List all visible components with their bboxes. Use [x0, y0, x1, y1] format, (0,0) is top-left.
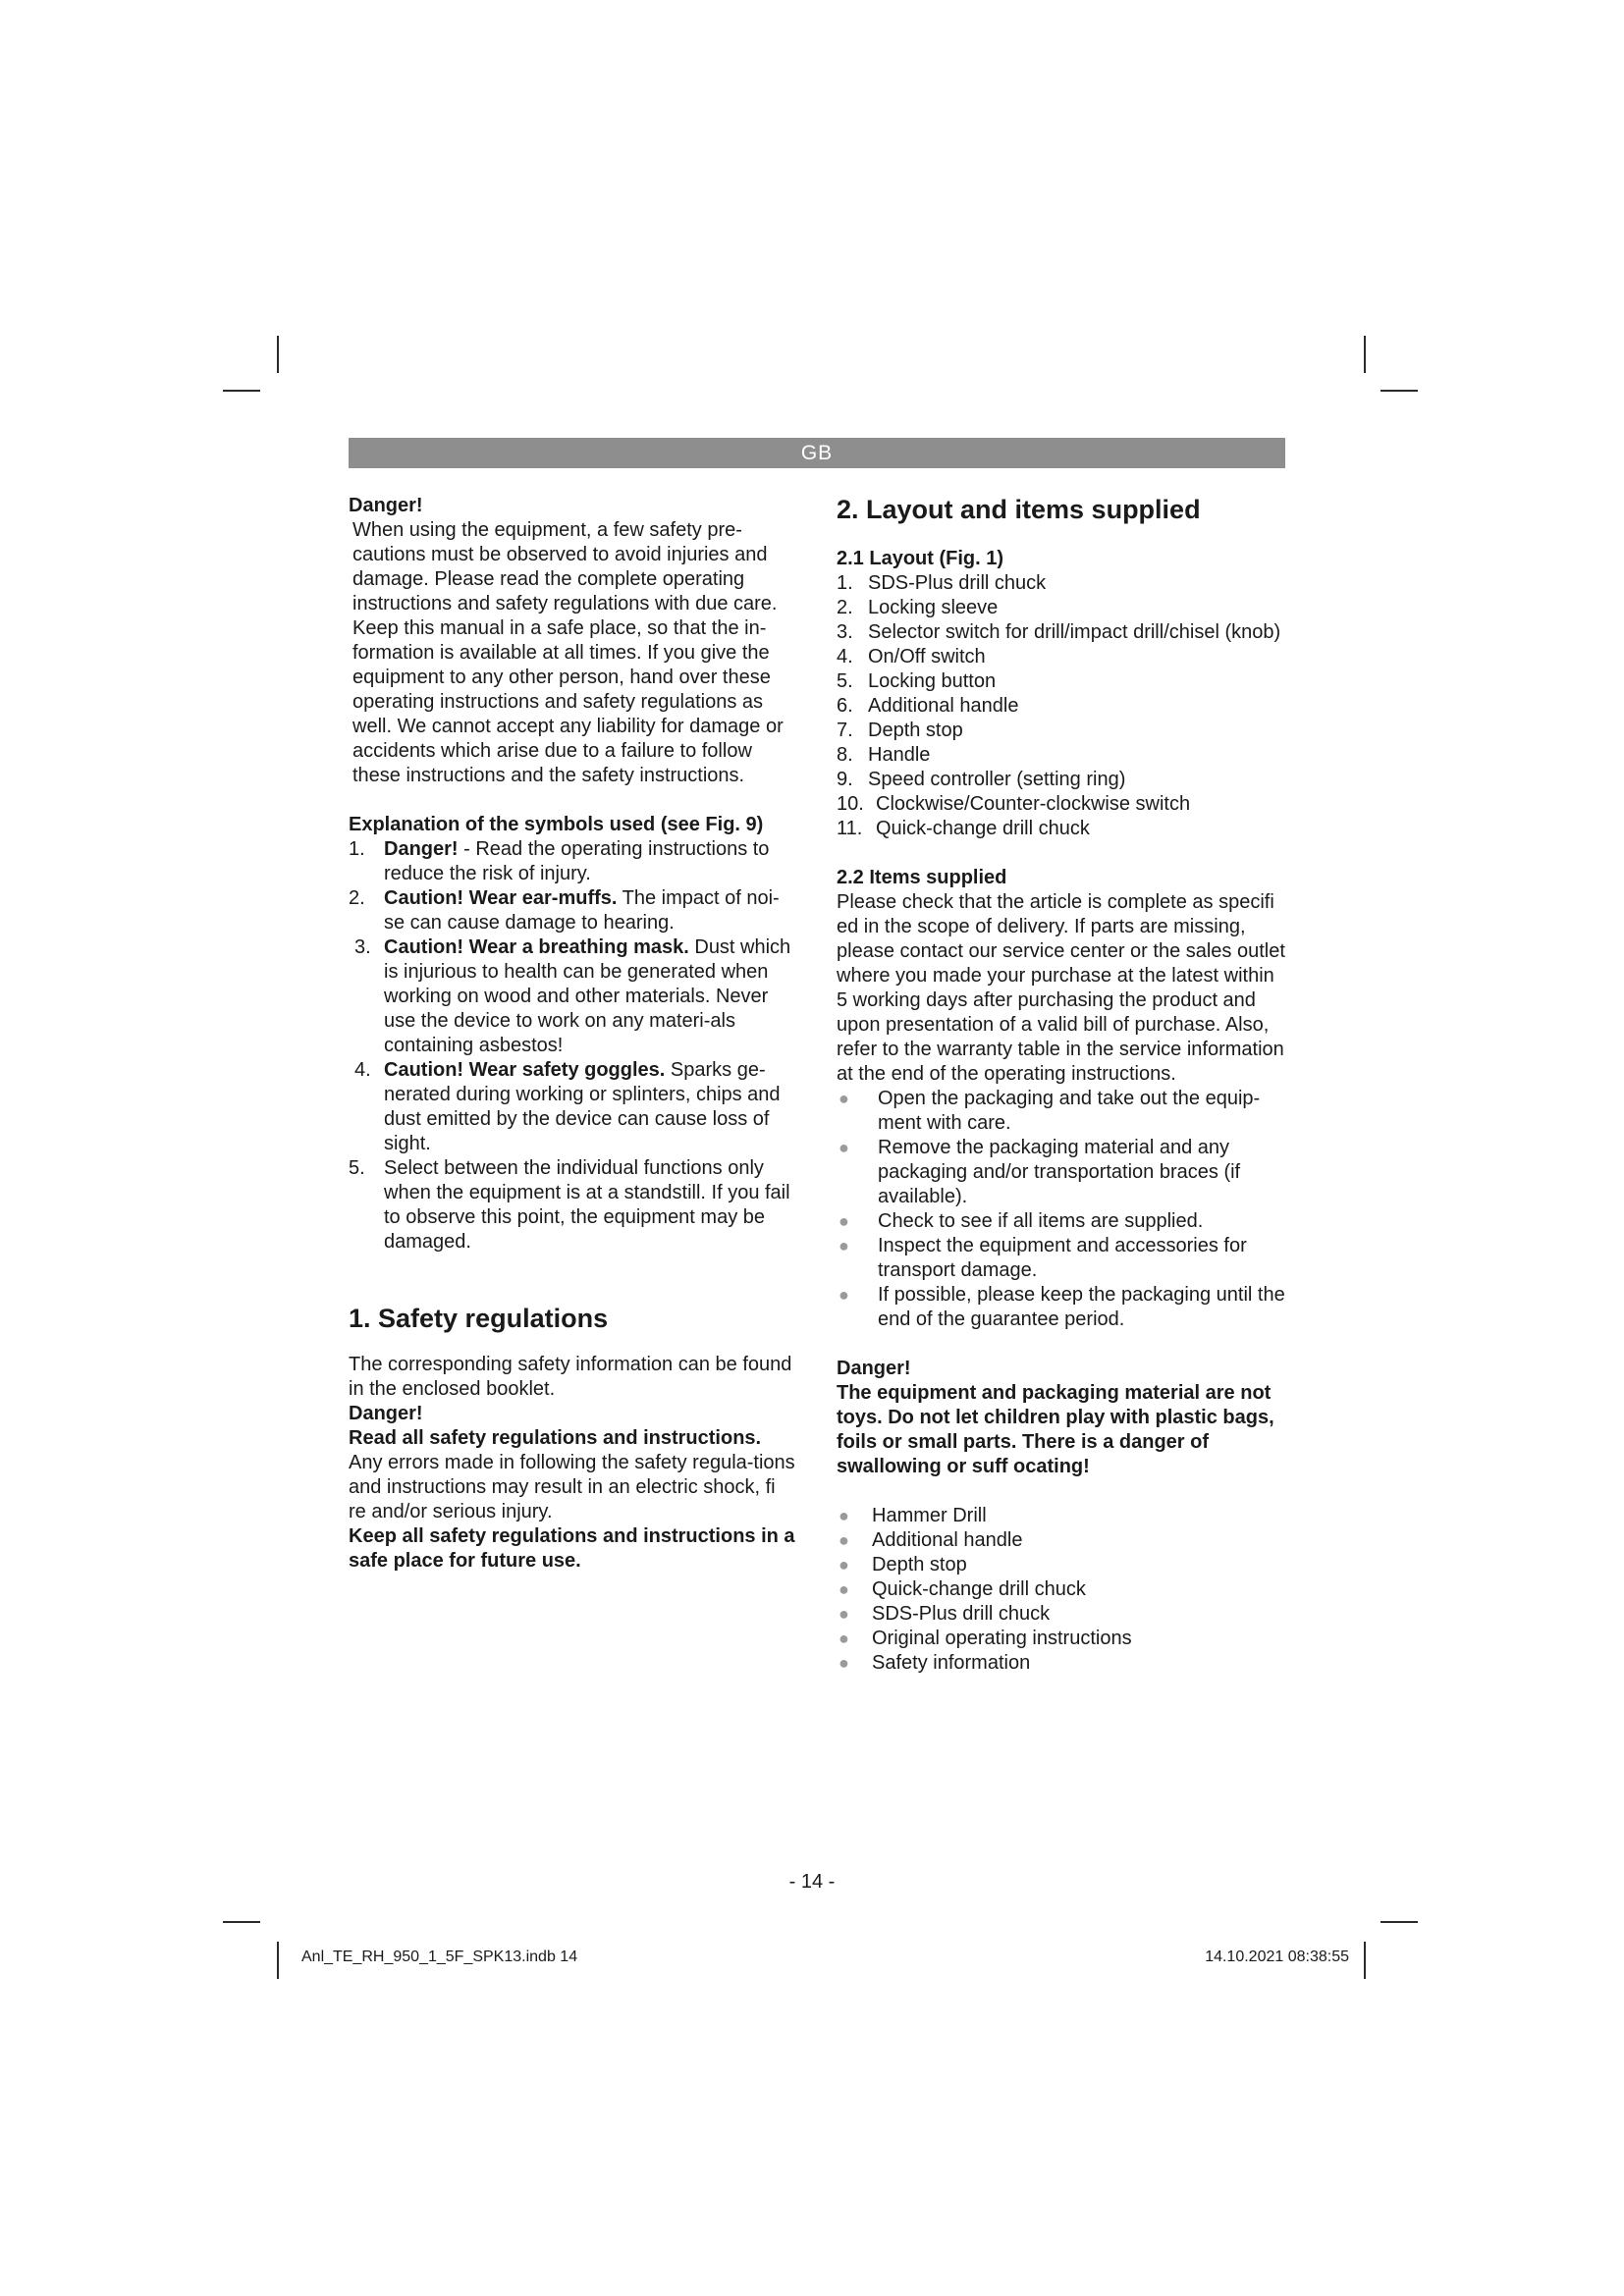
layout-section-title: 2. Layout and items supplied: [837, 495, 1201, 524]
bullet-icon: ●: [839, 1579, 849, 1599]
contents-item: [837, 1651, 1288, 1676]
item-number: 1.: [837, 572, 853, 594]
step-item: [837, 1087, 1288, 1136]
item-text: The impact of noi-se can cause damage to hearing.: [384, 887, 780, 934]
item-text: Additional handle: [872, 1529, 1023, 1551]
packaging-danger-text: The equipment and packaging material are not toys. Do not let children play with plastic bags, foils or small parts. There is a danger of swallowing or suff ocating!: [837, 1382, 1274, 1477]
item-text: Speed controller (setting ring): [868, 769, 1126, 790]
bullet-icon: ●: [839, 1653, 849, 1673]
footer-file-name: Anl_TE_RH_950_1_5F_SPK13.indb 14: [301, 1949, 578, 1965]
item-text: Clockwise/Counter-clockwise switch: [876, 793, 1191, 815]
bullet-icon: ●: [839, 1629, 849, 1648]
bullet-icon: ●: [839, 1604, 849, 1624]
item-text: Safety information: [872, 1652, 1031, 1674]
left-column: [349, 494, 795, 1574]
item-text: Handle: [868, 744, 931, 766]
item-number: 2.: [349, 887, 365, 909]
bullet-icon: ●: [839, 1236, 849, 1255]
contents-item: [837, 1553, 1288, 1577]
item-text: Selector switch for drill/impact drill/chisel (knob): [868, 621, 1281, 643]
contents-item: [837, 1528, 1288, 1553]
part-item: [837, 817, 1288, 841]
part-item: [837, 620, 1288, 645]
bullet-icon: ●: [839, 1089, 849, 1108]
item-text: Quick-change drill chuck: [876, 818, 1090, 839]
item-text: Locking sleeve: [868, 597, 999, 618]
supplied-paragraph: Please check that the article is complete as specifi ed in the scope of delivery. If parts are missing, please contact our service center or the sales outlet where you made your purchase at the latest within 5 working days after purchasing the product and upon presentation of a valid bill of purchase. Also, refer to the warranty table in the service information at the end of the operating instructions.: [837, 891, 1285, 1085]
item-bold: Caution! Wear safety goggles.: [384, 1059, 666, 1081]
item-text: - Read the operating instructions to reduce the risk of injury.: [384, 838, 770, 884]
item-text: Locking button: [868, 670, 997, 692]
contents-item: [837, 1504, 1288, 1528]
item-number: 8.: [837, 744, 853, 766]
safety-section-title: 1. Safety regulations: [349, 1304, 609, 1333]
item-text: Sparks ge-nerated during working or splinters, chips and dust emitted by the device can cause loss of sight.: [384, 1059, 781, 1154]
item-text: Hammer Drill: [872, 1505, 987, 1526]
right-column: [837, 493, 1288, 1676]
symbols-list: [349, 837, 795, 1255]
crop-mark: [1380, 390, 1418, 392]
item-text: Depth stop: [872, 1554, 967, 1575]
crop-mark: [277, 1942, 279, 1979]
symbols-heading: Explanation of the symbols used (see Fig. 9): [349, 814, 764, 835]
item-number: 3.: [354, 936, 371, 958]
crop-mark: [223, 390, 260, 392]
part-item: [837, 669, 1288, 694]
item-number: 4.: [837, 646, 853, 667]
supplied-subheading: 2.2 Items supplied: [837, 867, 1007, 888]
safety-keep-text: Keep all safety regulations and instructions in a safe place for future use.: [349, 1525, 795, 1572]
safety-read-all: Read all safety regulations and instructions.: [349, 1427, 762, 1449]
item-number: 4.: [354, 1059, 371, 1081]
part-item: [837, 792, 1288, 817]
safety-errors-text: Any errors made in following the safety regula-tions and instructions may result in an electric shock, fi re and/or serious injury.: [349, 1452, 795, 1522]
layout-subheading: 2.1 Layout (Fig. 1): [837, 548, 1004, 569]
bullet-icon: ●: [839, 1285, 849, 1305]
language-code: GB: [800, 442, 834, 464]
contents-list: [837, 1504, 1288, 1676]
item-number: 2.: [837, 597, 853, 618]
part-item: [837, 768, 1288, 792]
contents-item: [837, 1602, 1288, 1627]
item-number: 1.: [349, 838, 365, 860]
bullet-icon: ●: [839, 1555, 849, 1575]
item-text: Additional handle: [868, 695, 1019, 717]
symbol-item: [349, 886, 795, 935]
item-text: Depth stop: [868, 720, 963, 741]
step-item: [837, 1283, 1288, 1332]
crop-mark: [1364, 1942, 1366, 1979]
item-number: 5.: [349, 1157, 365, 1179]
contents-item: [837, 1627, 1288, 1651]
unpacking-steps-list: [837, 1087, 1288, 1332]
part-item: [837, 719, 1288, 743]
item-number: 5.: [837, 670, 853, 692]
layout-parts-list: [837, 571, 1288, 841]
crop-mark: [1380, 1921, 1418, 1923]
item-number: 10.: [837, 793, 864, 815]
item-text: Dust which is injurious to health can be generated when working on wood and other materials. Never use the device to work on any materi-als containing asbestos!: [384, 936, 791, 1056]
item-bold: Danger!: [384, 838, 459, 860]
symbol-item: [349, 1058, 795, 1156]
item-text: SDS-Plus drill chuck: [872, 1603, 1051, 1625]
footer-timestamp: 14.10.2021 08:38:55: [1205, 1949, 1349, 1965]
danger-paragraph: When using the equipment, a few safety pre-cautions must be observed to avoid injuries and damage. Please read the complete operating instructions and safety regulations with due care. Keep this manual in a safe place, so that the in-formation is available at all times. If you give the equipment to any other person, hand over these operating instructions and safety regulations as well. We cannot accept any liability for damage or accidents which arise due to a failure to follow these instructions and the safety instructions.: [352, 519, 784, 786]
item-text: Open the packaging and take out the equip-ment with care.: [878, 1088, 1261, 1134]
part-item: [837, 571, 1288, 596]
bullet-icon: ●: [839, 1530, 849, 1550]
bullet-icon: ●: [839, 1138, 849, 1157]
part-item: [837, 694, 1288, 719]
item-text: If possible, please keep the packaging until the end of the guarantee period.: [878, 1284, 1285, 1330]
crop-mark: [1364, 336, 1366, 373]
item-text: Quick-change drill chuck: [872, 1578, 1086, 1600]
safety-danger-heading: Danger!: [349, 1403, 423, 1424]
item-text: Original operating instructions: [872, 1628, 1132, 1649]
symbol-item: [349, 1156, 795, 1255]
item-bold: Caution! Wear ear-muffs.: [384, 887, 618, 909]
item-text: Remove the packaging material and any packaging and/or transportation braces (if available).: [878, 1137, 1241, 1207]
contents-item: [837, 1577, 1288, 1602]
item-bold: Caution! Wear a breathing mask.: [384, 936, 689, 958]
step-item: [837, 1234, 1288, 1283]
packaging-danger-heading: Danger!: [837, 1358, 911, 1379]
item-text: Check to see if all items are supplied.: [878, 1210, 1204, 1232]
part-item: [837, 645, 1288, 669]
part-item: [837, 743, 1288, 768]
item-number: 6.: [837, 695, 853, 717]
item-number: 3.: [837, 621, 853, 643]
part-item: [837, 596, 1288, 620]
item-text: SDS-Plus drill chuck: [868, 572, 1047, 594]
item-text: Inspect the equipment and accessories for transport damage.: [878, 1235, 1247, 1281]
item-number: 11.: [837, 818, 863, 839]
bullet-icon: ●: [839, 1506, 849, 1525]
symbol-item: [349, 935, 795, 1058]
language-header-bar: [349, 438, 1285, 468]
crop-mark: [277, 336, 279, 373]
bullet-icon: ●: [839, 1211, 849, 1231]
step-item: [837, 1136, 1288, 1209]
danger-heading: Danger!: [349, 495, 423, 516]
step-item: [837, 1209, 1288, 1234]
item-number: 7.: [837, 720, 853, 741]
item-number: 9.: [837, 769, 853, 790]
symbol-item: [349, 837, 795, 886]
item-text: Select between the individual functions only when the equipment is at a standstill. If you fail to observe this point, the equipment may be damaged.: [384, 1157, 790, 1253]
crop-mark: [223, 1921, 260, 1923]
safety-intro: The corresponding safety information can be found in the enclosed booklet.: [349, 1354, 792, 1400]
page-number: - 14 -: [788, 1871, 836, 1893]
item-text: On/Off switch: [868, 646, 986, 667]
